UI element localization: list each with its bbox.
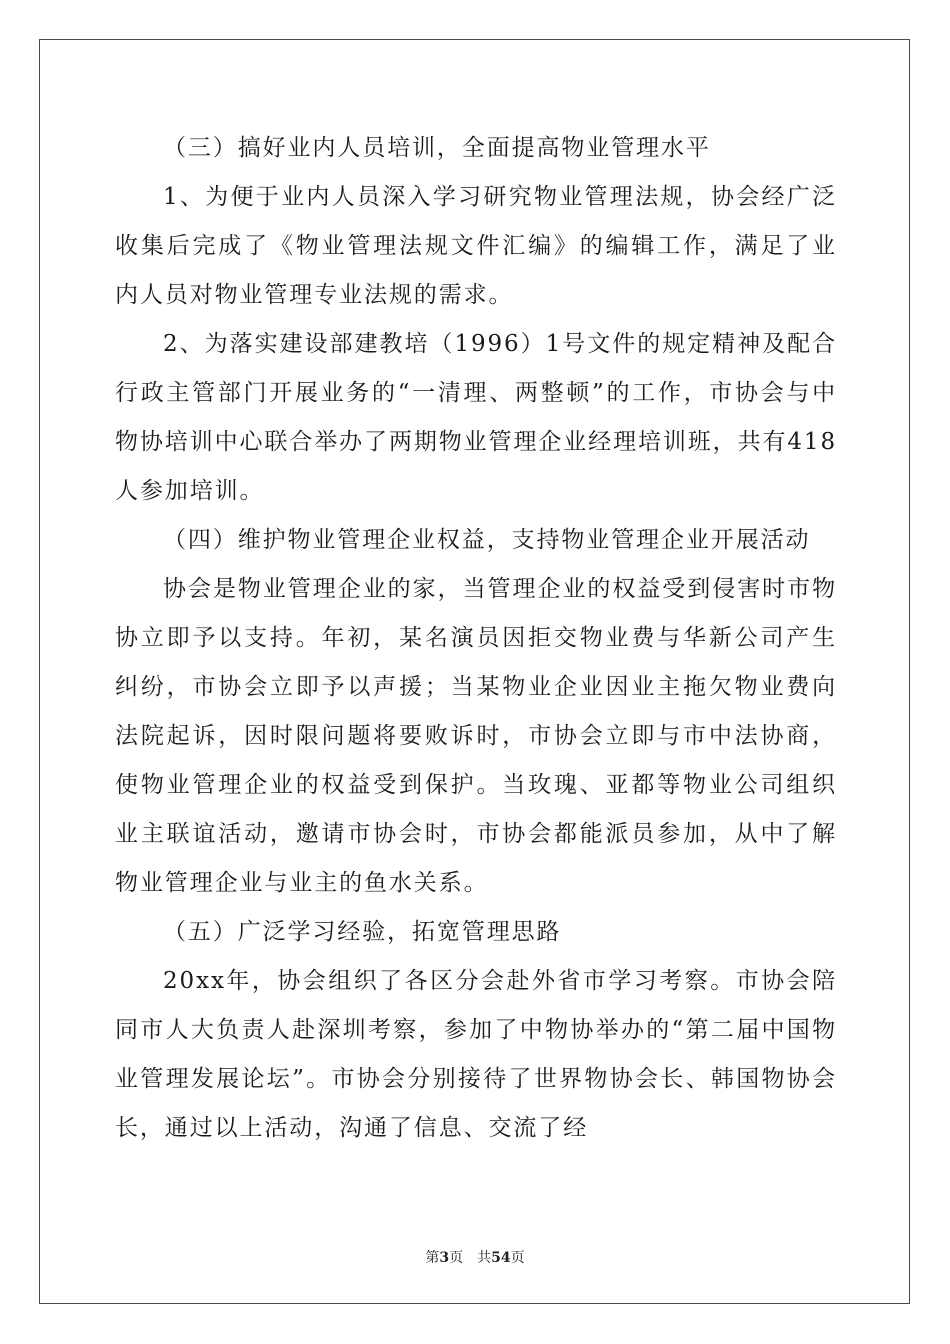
section-heading-3: （三）搞好业内人员培训，全面提高物业管理水平 — [163, 135, 711, 161]
total-prefix: 共 — [477, 1250, 492, 1266]
document-body — [115, 124, 837, 1153]
body-paragraph: 1、为便于业内人员深入学习研究物业管理法规，协会经广泛收集后完成了《物业管理法规文件汇编》的编辑工作，满足了业内人员对物业管理专业法规的需求。 — [115, 184, 837, 308]
section-heading-5: （五）广泛学习经验，拓宽管理思路 — [163, 919, 562, 945]
page-number: 3 — [439, 1250, 450, 1266]
body-paragraph: 20xx年，协会组织了各区分会赴外省市学习考察。市协会陪同市人大负责人赴深圳考察，参加了中物协举办的“第二届中国物业管理发展论坛”。市协会分别接待了世界物协会长、韩国物协会长，通过以上活动，沟通了信息、交流了经 — [115, 968, 837, 1141]
section-heading-4: （四）维护物业管理企业权益，支持物业管理企业开展活动 — [163, 527, 811, 553]
body-paragraph: 协会是物业管理企业的家，当管理企业的权益受到侵害时市物协立即予以支持。年初，某名演员因拒交物业费与华新公司产生纠纷，市协会立即予以声援；当某物业企业因业主拖欠物业费向法院起诉，因时限问题将要败诉时，市协会立即与市中法协商，使物业管理企业的权益受到保护。当玫瑰、亚都等物业公司组织业主联谊活动，邀请市协会时，市协会都能派员参加，从中了解物业管理企业与业主的鱼水关系。 — [115, 576, 837, 896]
total-suffix: 页 — [510, 1250, 525, 1266]
body-paragraph: 2、为落实建设部建教培（1996）1号文件的规定精神及配合行政主管部门开展业务的“一清理、两整顿”的工作，市协会与中物协培训中心联合举办了两期物业管理企业经理培训班，共有418人参加培训。 — [115, 331, 837, 504]
page-suffix: 页 — [449, 1250, 464, 1266]
total-pages: 54 — [491, 1250, 511, 1266]
page-footer — [0, 1247, 950, 1267]
page-prefix: 第 — [425, 1250, 440, 1266]
